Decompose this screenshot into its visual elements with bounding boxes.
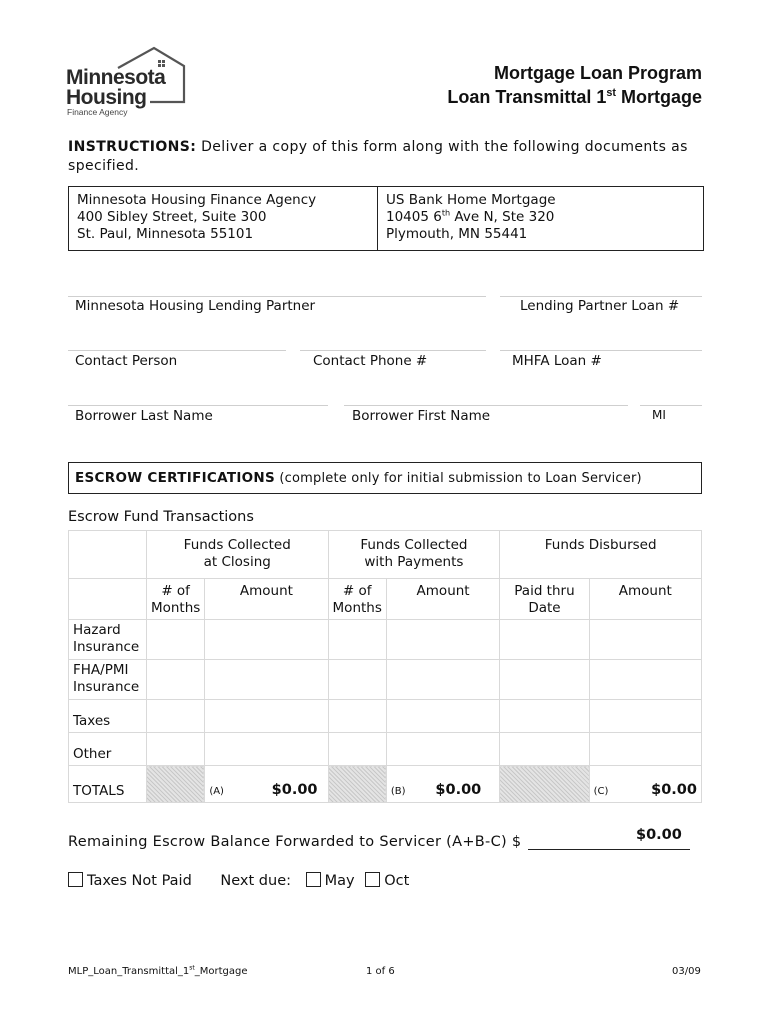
form-id: MLP_Loan_Transmittal_1st_Mortgage	[68, 964, 248, 977]
table-cell[interactable]	[146, 660, 204, 700]
row-label: Taxes	[69, 700, 147, 733]
sub-header: Amount	[205, 579, 328, 620]
remaining-value: $0.00	[636, 827, 682, 843]
sub-header: # of Months	[146, 579, 204, 620]
sub-header-row	[69, 579, 702, 620]
remaining-label: Remaining Escrow Balance Forwarded to Servicer (A+B-C) $	[68, 834, 522, 850]
table-cell[interactable]	[328, 660, 386, 700]
table-cell[interactable]	[146, 620, 204, 660]
table-cell[interactable]	[205, 660, 328, 700]
borrower-first-label: Borrower First Name	[352, 408, 491, 424]
total-b	[386, 766, 499, 803]
transactions-label: Escrow Fund Transactions	[68, 509, 254, 525]
total-c	[589, 766, 701, 803]
escrow-heading-box	[68, 462, 702, 494]
table-row	[69, 700, 702, 733]
borrower-last-label: Borrower Last Name	[75, 408, 213, 424]
may-checkbox[interactable]	[306, 872, 321, 887]
table-cell[interactable]	[500, 733, 589, 766]
oct-checkbox[interactable]	[365, 872, 380, 887]
row-label-header	[69, 579, 147, 620]
title-line2: Loan Transmittal 1st Mortgage	[447, 87, 702, 107]
group-header-row	[69, 531, 702, 579]
instructions	[68, 138, 708, 176]
table-cell[interactable]	[386, 700, 499, 733]
table-cell[interactable]	[146, 700, 204, 733]
total-value: $0.00	[271, 782, 318, 798]
row-label: FHA/PMI Insurance	[69, 660, 147, 700]
address-line: Plymouth, MN 55441	[386, 226, 528, 242]
contact-person-label: Contact Person	[75, 353, 178, 369]
shaded-cell	[146, 766, 204, 803]
group-header: Funds Collected with Payments	[328, 531, 500, 579]
sub-header: # of Months	[328, 579, 386, 620]
table-cell[interactable]	[589, 733, 701, 766]
table-cell[interactable]	[328, 733, 386, 766]
totals-row	[69, 766, 702, 803]
address-box	[68, 186, 704, 251]
taxes-not-paid-label: Taxes Not Paid	[87, 873, 192, 889]
shaded-cell	[328, 766, 386, 803]
taxes-row	[68, 872, 409, 889]
remaining-balance	[68, 834, 521, 850]
logo-line1: Minnesota	[66, 66, 166, 89]
mi-label: MI	[652, 408, 666, 422]
address-line: Minnesota Housing Finance Agency	[77, 192, 317, 208]
table-row	[69, 620, 702, 660]
row-label: Other	[69, 733, 147, 766]
table-cell[interactable]	[500, 620, 589, 660]
table-cell[interactable]	[328, 620, 386, 660]
table-cell[interactable]	[205, 733, 328, 766]
total-tag: (B)	[390, 786, 406, 797]
shaded-cell	[500, 766, 589, 803]
taxes-not-paid-checkbox[interactable]	[68, 872, 83, 887]
totals-label: TOTALS	[69, 766, 147, 803]
instructions-label: INSTRUCTIONS:	[68, 139, 197, 155]
address-line: 10405 6th Ave N, Ste 320	[386, 207, 555, 225]
table-cell[interactable]	[500, 660, 589, 700]
logo-line3: Finance Agency	[67, 107, 128, 117]
may-label: May	[324, 873, 355, 889]
table-cell[interactable]	[589, 620, 701, 660]
mi-input[interactable]	[640, 405, 702, 424]
contact-phone-label: Contact Phone #	[313, 353, 428, 369]
revision-date: 03/09	[672, 966, 701, 977]
table-cell[interactable]	[205, 700, 328, 733]
instructions-text: Deliver a copy of this form along with the following documents as specified.	[68, 139, 688, 174]
table-cell[interactable]	[386, 733, 499, 766]
remaining-input[interactable]	[528, 848, 690, 850]
row-label: Hazard Insurance	[69, 620, 147, 660]
lending-partner-loan-label: Lending Partner Loan #	[520, 298, 680, 314]
sub-header: Paid thru Date	[500, 579, 589, 620]
mhfa-loan-label: MHFA Loan #	[512, 353, 602, 369]
group-header: Funds Disbursed	[500, 531, 702, 579]
form-title	[342, 61, 702, 109]
table-cell[interactable]	[589, 660, 701, 700]
address-line: St. Paul, Minnesota 55101	[77, 226, 254, 242]
total-tag: (C)	[593, 786, 609, 797]
address-line: 400 Sibley Street, Suite 300	[77, 209, 267, 225]
next-due-label: Next due:	[220, 873, 291, 889]
logo-line2: Housing	[66, 86, 147, 109]
table-cell[interactable]	[500, 700, 589, 733]
agency-address	[69, 187, 377, 250]
table-cell[interactable]	[328, 700, 386, 733]
agency-logo	[64, 44, 190, 120]
oct-label: Oct	[384, 873, 410, 889]
escrow-note: (complete only for initial submission to Loan Servicer)	[275, 471, 642, 486]
address-line: US Bank Home Mortgage	[386, 192, 556, 208]
table-cell[interactable]	[386, 620, 499, 660]
lending-partner-label: Minnesota Housing Lending Partner	[75, 298, 316, 314]
escrow-table	[68, 530, 702, 803]
title-line1: Mortgage Loan Program	[493, 63, 702, 83]
total-value: $0.00	[435, 782, 482, 798]
table-cell[interactable]	[146, 733, 204, 766]
table-row	[69, 733, 702, 766]
total-tag: (A)	[209, 786, 224, 797]
sub-header: Amount	[386, 579, 499, 620]
escrow-heading: ESCROW CERTIFICATIONS	[75, 470, 276, 486]
table-cell[interactable]	[386, 660, 499, 700]
total-a	[205, 766, 328, 803]
table-cell[interactable]	[589, 700, 701, 733]
group-header: Funds Collected at Closing	[146, 531, 328, 579]
table-row	[69, 660, 702, 700]
table-cell[interactable]	[205, 620, 328, 660]
page-number: 1 of 6	[366, 966, 395, 977]
total-value: $0.00	[651, 782, 697, 798]
sub-header: Amount	[589, 579, 701, 620]
row-label-header	[69, 531, 147, 579]
servicer-address	[377, 187, 703, 250]
